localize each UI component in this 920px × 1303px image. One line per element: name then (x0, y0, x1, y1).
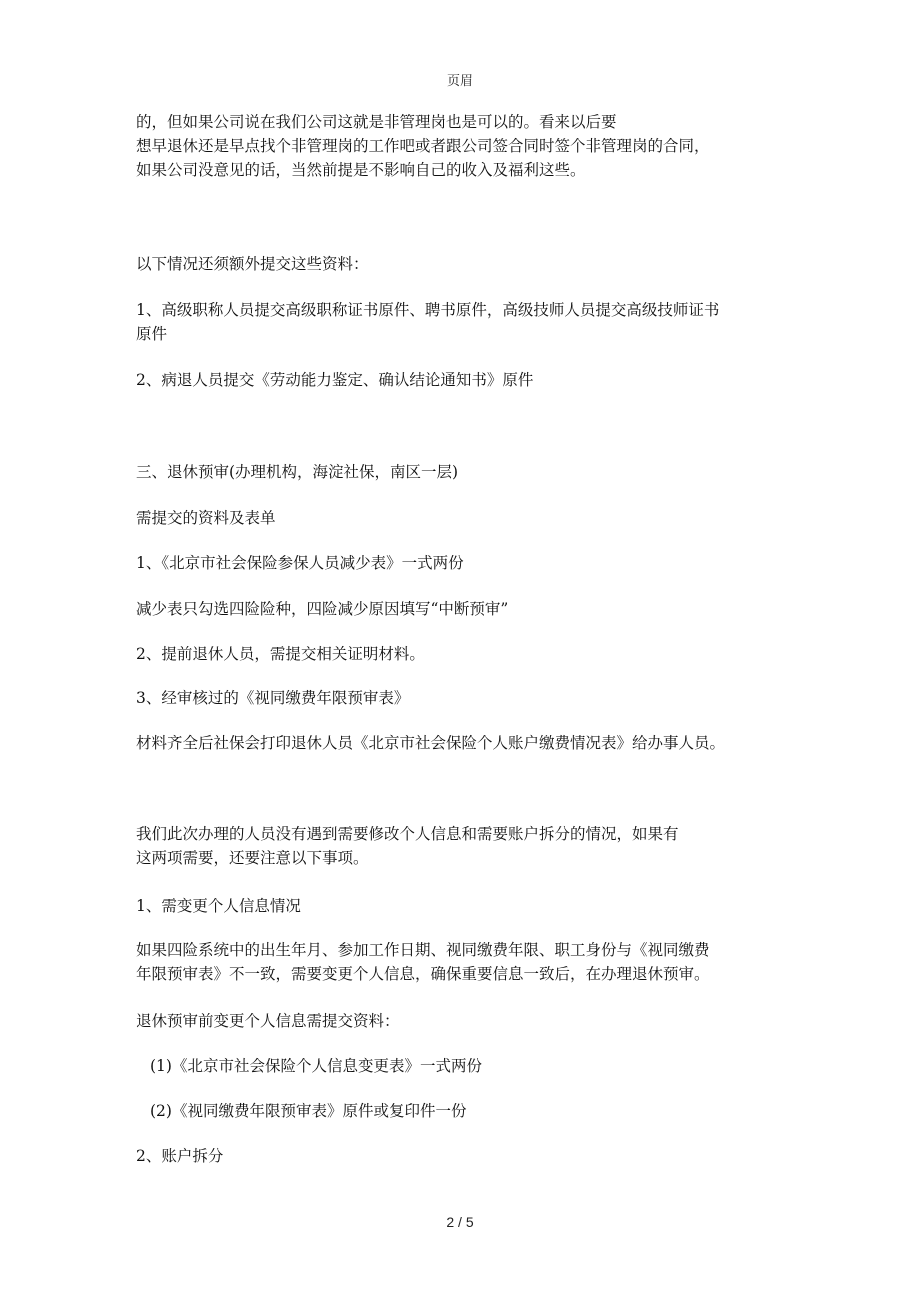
list-item-senior-title (136, 298, 786, 346)
list-item-info-change-form (150, 1054, 800, 1078)
text-line: 这两项需要，还要注意以下事项。 (136, 849, 369, 867)
text-line: 如果四险系统中的出生年月、参加工作日期、视同缴费年限、职工身份与《视同缴费 (136, 941, 710, 959)
list-item-pre-review-copy (150, 1099, 800, 1123)
text-line: 减少表只勾选四险险种，四险减少原因填写“中断预审” (136, 600, 509, 618)
list-item-early-retirement (136, 642, 786, 666)
page-number: 2 / 5 (446, 1214, 474, 1230)
text-line: 1、《北京市社会保险参保人员减少表》一式两份 (136, 554, 464, 572)
section-heading-pre-review (136, 460, 786, 484)
text-line: 以下情况还须额外提交这些资料： (136, 255, 369, 273)
paragraph-retirement-note (136, 110, 786, 182)
paragraph-reduction-note (136, 597, 786, 621)
paragraph-info-mismatch (136, 938, 786, 986)
paragraph-materials-complete (136, 731, 786, 755)
text-line: 原件 (136, 325, 168, 343)
paragraph-change-materials-heading (136, 1009, 786, 1033)
text-line: 年限预审表》不一致，需要变更个人信息，确保重要信息一致后，在办理退休预审。 (136, 965, 710, 983)
text-line: 想早退休还是早点找个非管理岗的工作吧或者跟公司签合同时签个非管理岗的合同， (136, 137, 710, 155)
paragraph-required-forms (136, 506, 786, 530)
text-line: 2、提前退休人员，需提交相关证明材料。 (136, 645, 425, 663)
list-item-change-info (136, 894, 786, 918)
text-line: 我们此次办理的人员没有遇到需要修改个人信息和需要账户拆分的情况，如果有 (136, 825, 679, 843)
list-item-pre-review-form (136, 686, 786, 710)
list-item-account-split (136, 1144, 786, 1168)
text-line: (1)《北京市社会保险个人信息变更表》一式两份 (150, 1057, 482, 1075)
text-line: 三、退休预审(办理机构，海淀社保，南区一层) (136, 463, 459, 481)
text-line: 1、高级职称人员提交高级职称证书原件、聘书原件，高级技师人员提交高级技师证书 (136, 301, 720, 319)
text-line: 3、经审核过的《视同缴费年限预审表》 (136, 689, 410, 707)
page-header: 页眉 (446, 74, 473, 89)
paragraph-no-changes-note (136, 822, 786, 870)
text-line: 如果公司没意见的话，当然前提是不影响自己的收入及福利这些。 (136, 161, 586, 179)
list-item-reduction-form (136, 551, 786, 575)
text-line: 需提交的资料及表单 (136, 509, 276, 527)
text-line: 2、病退人员提交《劳动能力鉴定、确认结论通知书》原件 (136, 371, 534, 389)
text-line: 1、需变更个人信息情况 (136, 897, 301, 915)
text-line: (2)《视同缴费年限预审表》原件或复印件一份 (150, 1102, 467, 1120)
text-line: 退休预审前变更个人信息需提交资料： (136, 1012, 400, 1030)
text-line: 材料齐全后社保会打印退休人员《北京市社会保险个人账户缴费情况表》给办事人员。 (136, 734, 726, 752)
paragraph-extra-materials-heading (136, 252, 786, 276)
text-line: 2、账户拆分 (136, 1147, 224, 1165)
list-item-sick-retirement (136, 368, 786, 392)
text-line: 的，但如果公司说在我们公司这就是非管理岗也是可以的。看来以后要 (136, 113, 617, 131)
